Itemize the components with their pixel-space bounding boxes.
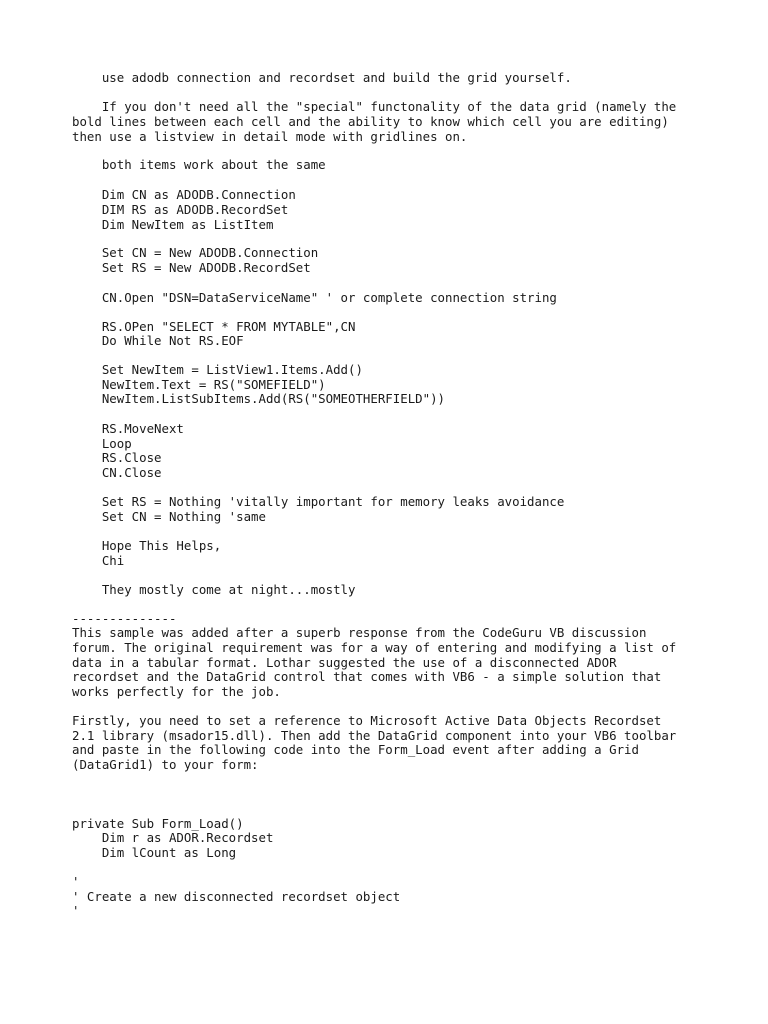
text-line-night: They mostly come at night...mostly bbox=[72, 582, 356, 597]
text-line-paragraph-1: If you don't need all the "special" functonality of the data grid (namely the bbox=[72, 99, 677, 114]
code-line-dim-lcount: Dim lCount as Long bbox=[72, 845, 237, 860]
code-line-cn-open: CN.Open "DSN=DataServiceName" ' or complete connection string bbox=[72, 290, 557, 305]
text-line-paragraph-2: bold lines between each cell and the ability to know which cell you are editing) bbox=[72, 114, 669, 129]
text-line-firstly-2: 2.1 library (msador15.dll). Then add the DataGrid component into your VB6 toolbar bbox=[72, 728, 677, 743]
text-line-sample-3: data in a tabular format. Lothar suggested the use of a disconnected ADOR bbox=[72, 655, 617, 670]
code-line-rs-nothing: Set RS = Nothing 'vitally important for memory leaks avoidance bbox=[72, 494, 565, 509]
text-line-hope: Hope This Helps, bbox=[72, 538, 222, 553]
code-comment-create: ' Create a new disconnected recordset object bbox=[72, 889, 401, 904]
separator-line: -------------- bbox=[72, 611, 177, 626]
text-line-firstly-1: Firstly, you need to set a reference to Microsoft Active Data Objects Recordset bbox=[72, 713, 662, 728]
code-line-rs-close: RS.Close bbox=[72, 450, 162, 465]
code-comment-blank-2: ' bbox=[72, 903, 80, 918]
text-line-sample-1: This sample was added after a superb response from the CodeGuru VB discussion bbox=[72, 625, 647, 640]
code-line-dim-newitem: Dim NewItem as ListItem bbox=[72, 217, 274, 232]
text-line-sample-4: recordset and the DataGrid control that comes with VB6 - a simple solution that bbox=[72, 669, 662, 684]
code-line-dim-cn: Dim CN as ADODB.Connection bbox=[72, 187, 296, 202]
text-line-intro: use adodb connection and recordset and build the grid yourself. bbox=[72, 70, 572, 85]
code-line-subitems-add: NewItem.ListSubItems.Add(RS("SOMEOTHERFIELD")) bbox=[72, 391, 445, 406]
text-line-sample-2: forum. The original requirement was for a way of entering and modifying a list of bbox=[72, 640, 677, 655]
code-line-set-rs: Set RS = New ADODB.RecordSet bbox=[72, 260, 311, 275]
code-line-dim-r: Dim r as ADOR.Recordset bbox=[72, 830, 274, 845]
code-comment-blank-1: ' bbox=[72, 874, 80, 889]
text-line-firstly-4: (DataGrid1) to your form: bbox=[72, 757, 259, 772]
code-line-sub-form-load: private Sub Form_Load() bbox=[72, 816, 244, 831]
code-line-rs-open: RS.OPen "SELECT * FROM MYTABLE",CN bbox=[72, 319, 356, 334]
code-line-set-newitem: Set NewItem = ListView1.Items.Add() bbox=[72, 362, 363, 377]
code-line-newitem-text: NewItem.Text = RS("SOMEFIELD") bbox=[72, 377, 326, 392]
code-line-movenext: RS.MoveNext bbox=[72, 421, 184, 436]
text-line-sample-5: works perfectly for the job. bbox=[72, 684, 281, 699]
code-line-set-cn: Set CN = New ADODB.Connection bbox=[72, 245, 319, 260]
text-line-firstly-3: and paste in the following code into the Form_Load event after adding a Grid bbox=[72, 742, 639, 757]
text-line-paragraph-3: then use a listview in detail mode with gridlines on. bbox=[72, 129, 468, 144]
code-line-dim-rs: DIM RS as ADODB.RecordSet bbox=[72, 202, 289, 217]
code-line-do-while: Do While Not RS.EOF bbox=[72, 333, 244, 348]
text-line-both-items: both items work about the same bbox=[72, 157, 326, 172]
text-line-signature: Chi bbox=[72, 553, 125, 568]
code-line-loop: Loop bbox=[72, 436, 132, 451]
code-line-cn-nothing: Set CN = Nothing 'same bbox=[72, 509, 266, 524]
code-line-cn-close: CN.Close bbox=[72, 465, 162, 480]
